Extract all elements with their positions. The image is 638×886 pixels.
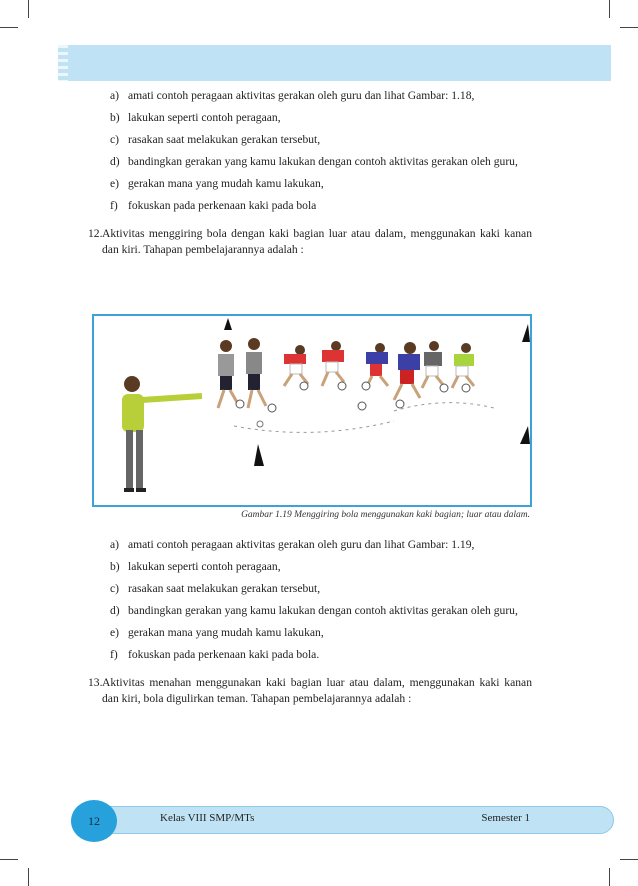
crop-mark	[620, 27, 638, 28]
footer-semester: Semester 1	[481, 812, 530, 824]
student-figure	[394, 342, 420, 400]
list-item: e) gerakan mana yang mudah kamu lakukan,	[110, 626, 324, 639]
ball-icon	[440, 384, 448, 392]
list-item: b) lakukan seperti contoh peragaan,	[110, 560, 281, 573]
list-item: c) rasakan saat melakukan gerakan tersebut,	[110, 582, 321, 595]
list-item: e) gerakan mana yang mudah kamu lakukan,	[110, 177, 324, 190]
cone-icon	[520, 426, 530, 444]
page-content-lower	[90, 537, 532, 707]
teacher-figure	[122, 376, 202, 492]
ball-icon	[257, 421, 263, 427]
footer-book-title: Kelas VIII SMP/MTs	[160, 812, 255, 824]
steps-list-1	[90, 88, 532, 214]
list-item: d) bandingkan gerakan yang kamu lakukan dengan contoh aktivitas gerakan oleh guru,	[110, 155, 518, 168]
list-item: f) fokuskan pada perkenaan kaki pada bola	[110, 199, 317, 212]
header-band	[58, 45, 611, 81]
ball-icon	[358, 402, 366, 410]
ball-icon	[338, 382, 346, 390]
page-content	[90, 88, 532, 258]
ball-icon	[462, 384, 470, 392]
student-figure	[452, 343, 474, 388]
student-figure	[422, 341, 444, 388]
footer-bar	[78, 806, 614, 834]
crop-mark	[620, 859, 638, 860]
crop-mark	[0, 27, 18, 28]
dribbling-illustration	[94, 316, 530, 505]
student-figure	[246, 338, 266, 408]
crop-mark	[609, 868, 610, 886]
list-item: d) bandingkan gerakan yang kamu lakukan dengan contoh aktivitas gerakan oleh guru,	[110, 604, 518, 617]
student-figure	[322, 341, 344, 386]
cone-icon	[224, 318, 232, 330]
list-item: c) rasakan saat melakukan gerakan tersebut,	[110, 133, 321, 146]
ball-icon	[236, 400, 244, 408]
crop-mark	[0, 859, 18, 860]
student-figure	[366, 343, 388, 388]
ball-icon	[396, 400, 404, 408]
numbered-item-13: 13. Aktivitas menahan menggunakan kaki bagian luar atau dalam, menggunakan kaki kanan dan kiri, bola digulirkan teman. Tahapan pembelajarannya adalah :	[88, 676, 532, 705]
list-item: b) lakukan seperti contoh peragaan,	[110, 111, 281, 124]
cone-icon	[522, 324, 530, 342]
header-decoration	[58, 45, 68, 81]
motion-line	[394, 403, 494, 411]
figure-caption: Gambar 1.19 Menggiring bola menggunakan kaki bagian; luar atau dalam.	[241, 510, 530, 520]
steps-list-2	[90, 537, 532, 663]
figure-illustration	[92, 314, 532, 507]
crop-mark	[28, 0, 29, 18]
numbered-item-12: 12. Aktivitas menggiring bola dengan kaki bagian luar atau dalam, menggunakan kaki kanan dan kiri. Tahapan pembelajarannya adalah :	[88, 227, 532, 256]
list-item: f) fokuskan pada perkenaan kaki pada bola.	[110, 648, 320, 661]
list-item: a) amati contoh peragaan aktivitas gerakan oleh guru dan lihat Gambar: 1.19,	[110, 538, 475, 551]
ball-icon	[300, 382, 308, 390]
cone-icon	[254, 444, 264, 466]
student-figure	[284, 345, 308, 386]
crop-mark	[28, 868, 29, 886]
page-number: 12	[71, 800, 117, 842]
list-item: a) amati contoh peragaan aktivitas gerakan oleh guru dan lihat Gambar: 1.18,	[110, 89, 475, 102]
ball-icon	[268, 404, 276, 412]
student-figure	[218, 340, 238, 408]
ball-icon	[362, 382, 370, 390]
crop-mark	[609, 0, 610, 18]
